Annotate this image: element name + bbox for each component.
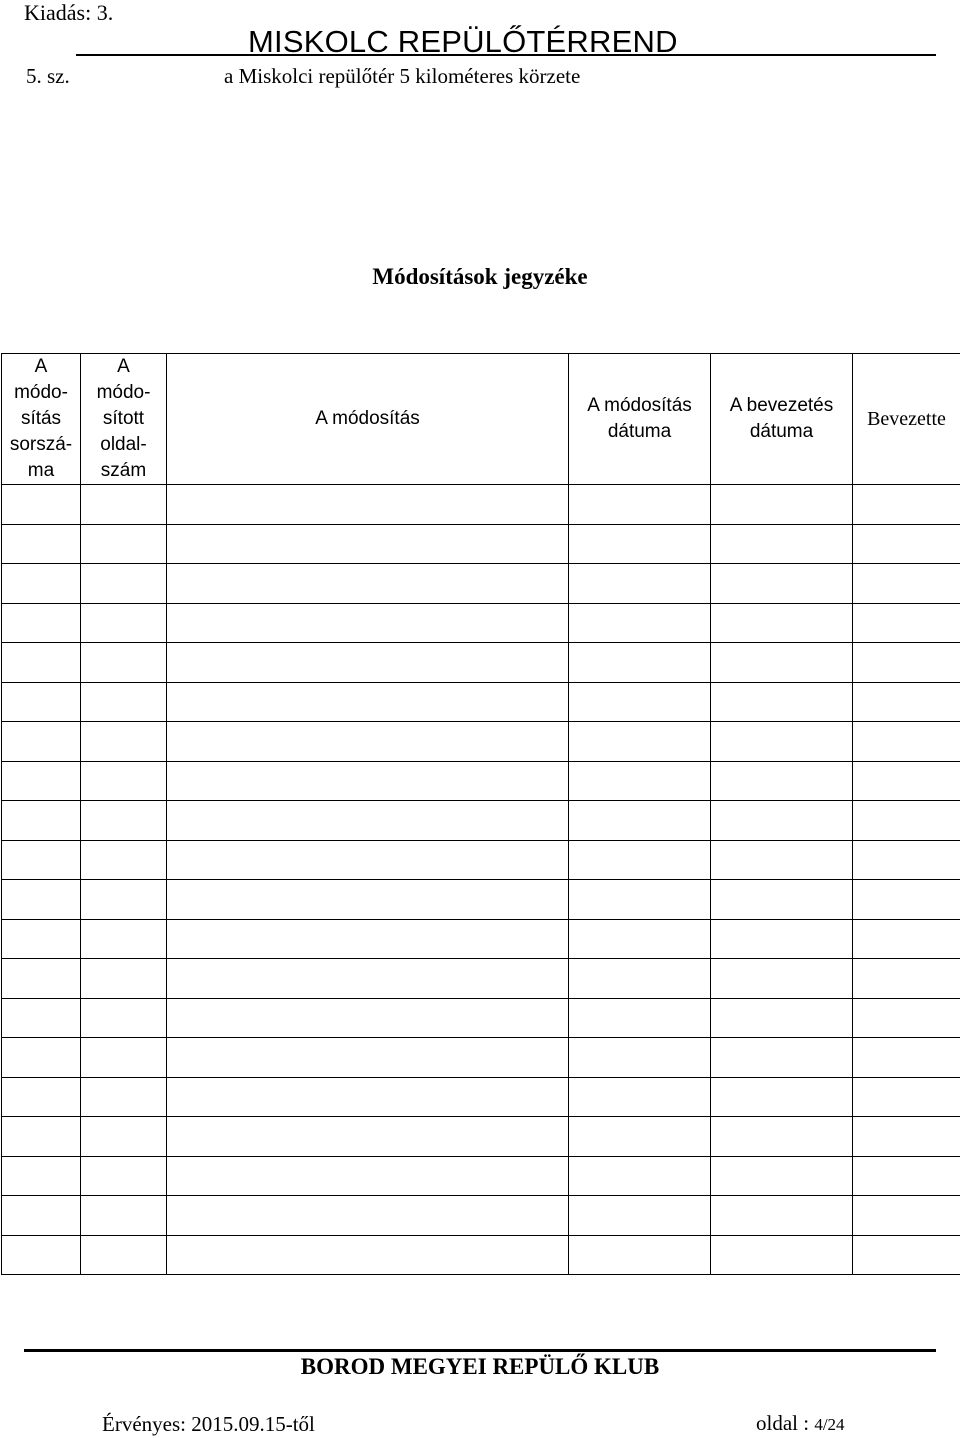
table-cell[interactable] (853, 1038, 960, 1078)
table-cell[interactable] (167, 1196, 569, 1236)
table-cell[interactable] (167, 840, 569, 880)
page-label: oldal : (756, 1411, 814, 1435)
table-cell[interactable] (167, 761, 569, 801)
table-cell[interactable] (81, 1117, 167, 1157)
valid-from: Érvényes: 2015.09.15-től (102, 1411, 315, 1437)
table-cell[interactable] (569, 722, 711, 762)
table-cell[interactable] (711, 761, 853, 801)
table-cell[interactable] (2, 524, 81, 564)
table-cell[interactable] (711, 682, 853, 722)
col-header-amendment-date: A módosítás dátuma (569, 354, 711, 485)
table-row (2, 761, 960, 801)
table-row (2, 485, 960, 525)
table-row (2, 603, 960, 643)
table-cell[interactable] (853, 998, 960, 1038)
table-cell[interactable] (2, 485, 81, 525)
table-cell[interactable] (81, 603, 167, 643)
table-cell[interactable] (569, 682, 711, 722)
table-cell[interactable] (2, 682, 81, 722)
table-cell[interactable] (569, 801, 711, 841)
table-cell[interactable] (853, 880, 960, 920)
table-cell[interactable] (569, 959, 711, 999)
table-cell[interactable] (81, 959, 167, 999)
table-cell[interactable] (2, 761, 81, 801)
table-cell[interactable] (711, 998, 853, 1038)
table-cell[interactable] (569, 840, 711, 880)
table-row (2, 564, 960, 604)
table-cell[interactable] (167, 959, 569, 999)
table-cell[interactable] (569, 643, 711, 683)
table-cell[interactable] (853, 1196, 960, 1236)
table-cell[interactable] (853, 1117, 960, 1157)
table-cell[interactable] (2, 998, 81, 1038)
organization-name: BOROD MEGYEI REPÜLŐ KLUB (0, 1353, 960, 1381)
table-cell[interactable] (2, 959, 81, 999)
table-cell[interactable] (853, 722, 960, 762)
table-cell[interactable] (569, 1117, 711, 1157)
amendments-table (1, 353, 960, 1275)
table-cell[interactable] (569, 919, 711, 959)
table-cell[interactable] (2, 643, 81, 683)
table-header-row (2, 354, 960, 485)
issue-number: 5. sz. (26, 63, 70, 89)
table-row (2, 1038, 960, 1078)
table-cell[interactable] (711, 564, 853, 604)
table-cell[interactable] (2, 1235, 81, 1275)
table-cell[interactable] (167, 643, 569, 683)
page-indicator (756, 1410, 845, 1438)
table-cell[interactable] (853, 959, 960, 999)
table-cell[interactable] (569, 603, 711, 643)
table-row (2, 1077, 960, 1117)
table-cell[interactable] (853, 603, 960, 643)
table-cell[interactable] (711, 959, 853, 999)
table-cell[interactable] (167, 919, 569, 959)
table-cell[interactable] (2, 880, 81, 920)
table-cell[interactable] (167, 722, 569, 762)
edition-label: Kiadás: 3. (24, 0, 113, 26)
table-cell[interactable] (2, 840, 81, 880)
table-row (2, 682, 960, 722)
table-cell[interactable] (2, 1196, 81, 1236)
table-cell[interactable] (167, 1117, 569, 1157)
table-cell[interactable] (853, 1235, 960, 1275)
table-cell[interactable] (167, 1038, 569, 1078)
table-cell[interactable] (711, 1077, 853, 1117)
table-cell[interactable] (81, 840, 167, 880)
table-cell[interactable] (167, 485, 569, 525)
footer-rule (24, 1349, 936, 1352)
table-cell[interactable] (711, 603, 853, 643)
table-cell[interactable] (81, 485, 167, 525)
table-row (2, 1235, 960, 1275)
table-cell[interactable] (711, 524, 853, 564)
table-row (2, 1156, 960, 1196)
table-cell[interactable] (81, 1156, 167, 1196)
table-cell[interactable] (81, 564, 167, 604)
table-cell[interactable] (853, 1156, 960, 1196)
table-cell[interactable] (2, 1117, 81, 1157)
table-cell[interactable] (711, 801, 853, 841)
section-title: Módosítások jegyzéke (0, 262, 960, 292)
document-subtitle: a Miskolci repülőtér 5 kilométeres körzete (224, 63, 580, 89)
table-row (2, 880, 960, 920)
table-row (2, 722, 960, 762)
table-cell[interactable] (569, 1077, 711, 1117)
table-cell[interactable] (569, 1196, 711, 1236)
table-cell[interactable] (167, 998, 569, 1038)
table-cell[interactable] (81, 1235, 167, 1275)
table-cell[interactable] (81, 919, 167, 959)
table-row (2, 1196, 960, 1236)
table-cell[interactable] (167, 603, 569, 643)
table-cell[interactable] (569, 998, 711, 1038)
table-body (2, 485, 960, 1275)
table-row (2, 801, 960, 841)
table-cell[interactable] (711, 1235, 853, 1275)
table-cell[interactable] (2, 1038, 81, 1078)
table-cell[interactable] (711, 1196, 853, 1236)
col-header-introduced-by: Bevezette (853, 354, 960, 485)
table-cell[interactable] (2, 722, 81, 762)
table-row (2, 998, 960, 1038)
table-cell[interactable] (81, 1196, 167, 1236)
table-cell[interactable] (569, 1235, 711, 1275)
table-cell[interactable] (711, 722, 853, 762)
col-header-amended-page: A módo- sított oldal- szám (81, 354, 167, 485)
table-cell[interactable] (569, 1156, 711, 1196)
table-cell[interactable] (2, 1077, 81, 1117)
table-cell[interactable] (81, 998, 167, 1038)
table-cell[interactable] (853, 761, 960, 801)
table-cell[interactable] (569, 761, 711, 801)
table-cell[interactable] (711, 485, 853, 525)
table-cell[interactable] (711, 840, 853, 880)
table-cell[interactable] (711, 1156, 853, 1196)
col-header-amendment-number: A módo- sítás sorszá- ma (2, 354, 81, 485)
table-cell[interactable] (2, 1156, 81, 1196)
table-cell[interactable] (853, 485, 960, 525)
page-number: 4/24 (814, 1415, 844, 1434)
table-cell[interactable] (2, 564, 81, 604)
table-cell[interactable] (569, 524, 711, 564)
table-cell[interactable] (81, 682, 167, 722)
table-cell[interactable] (711, 919, 853, 959)
table-cell[interactable] (81, 1038, 167, 1078)
table-cell[interactable] (167, 1077, 569, 1117)
table-cell[interactable] (711, 880, 853, 920)
header-rule (76, 54, 936, 56)
table-cell[interactable] (853, 524, 960, 564)
table-cell[interactable] (853, 840, 960, 880)
table-cell[interactable] (167, 1235, 569, 1275)
table-row (2, 959, 960, 999)
table-cell[interactable] (853, 801, 960, 841)
col-header-introduction-date: A bevezetés dátuma (711, 354, 853, 485)
table-cell[interactable] (167, 524, 569, 564)
table-cell[interactable] (81, 722, 167, 762)
table-row (2, 643, 960, 683)
table-row (2, 524, 960, 564)
table-cell[interactable] (853, 1077, 960, 1117)
table-cell[interactable] (569, 564, 711, 604)
table-cell[interactable] (853, 682, 960, 722)
document-title: MISKOLC REPÜLŐTÉRREND (248, 24, 678, 60)
table-cell[interactable] (569, 880, 711, 920)
table-cell[interactable] (81, 524, 167, 564)
table-cell[interactable] (81, 880, 167, 920)
table-row (2, 840, 960, 880)
table-cell[interactable] (81, 643, 167, 683)
table-cell[interactable] (853, 919, 960, 959)
table-cell[interactable] (167, 564, 569, 604)
table-cell[interactable] (167, 880, 569, 920)
table-cell[interactable] (2, 801, 81, 841)
table-row (2, 1117, 960, 1157)
table-cell[interactable] (569, 485, 711, 525)
table-cell[interactable] (569, 1038, 711, 1078)
table-cell[interactable] (2, 919, 81, 959)
table-cell[interactable] (167, 801, 569, 841)
table-cell[interactable] (167, 682, 569, 722)
col-header-amendment: A módosítás (167, 354, 569, 485)
table-cell[interactable] (167, 1156, 569, 1196)
table-row (2, 919, 960, 959)
table-cell[interactable] (711, 1117, 853, 1157)
table-cell[interactable] (81, 801, 167, 841)
table-cell[interactable] (711, 1038, 853, 1078)
table-cell[interactable] (81, 761, 167, 801)
table-cell[interactable] (711, 643, 853, 683)
table-cell[interactable] (853, 564, 960, 604)
table-cell[interactable] (853, 643, 960, 683)
table-cell[interactable] (2, 603, 81, 643)
table-cell[interactable] (81, 1077, 167, 1117)
